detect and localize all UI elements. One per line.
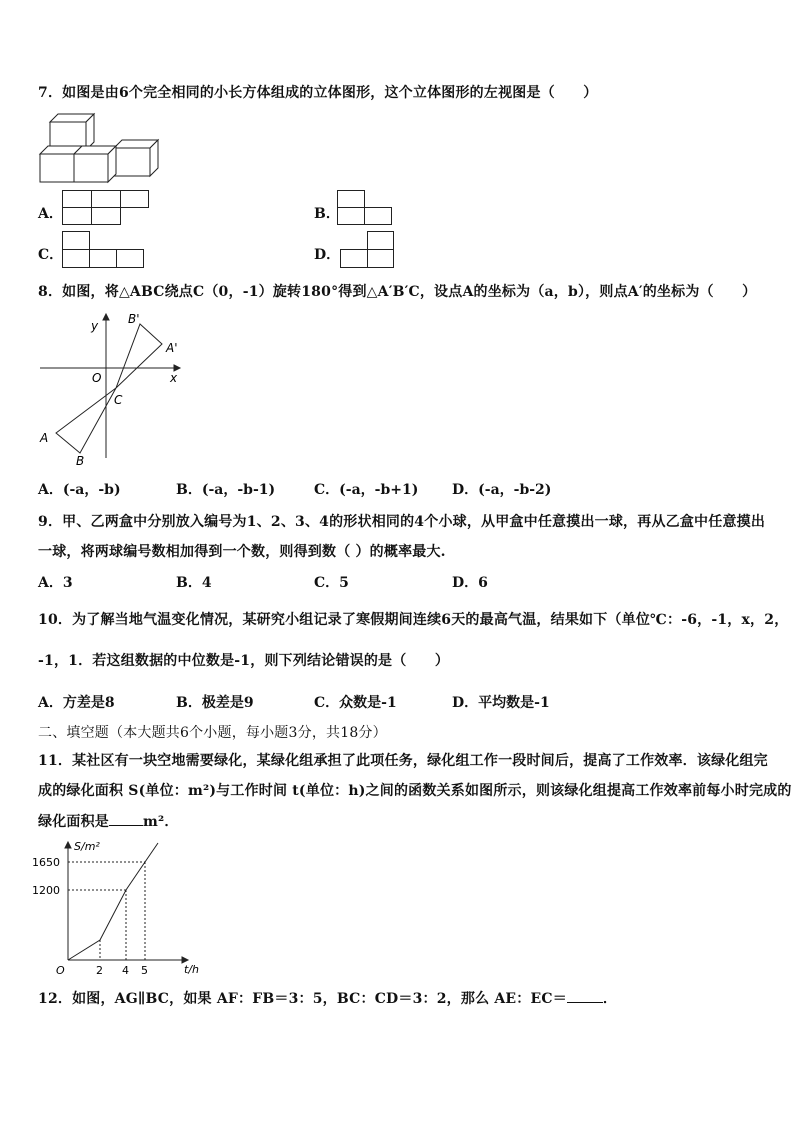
q8-label-a-prime: A' xyxy=(166,341,178,355)
q11-y-tick-1200: 1200 xyxy=(32,884,60,897)
q10-option-c[interactable]: C．众数是-1 xyxy=(314,695,397,711)
q7-option-a[interactable]: A． xyxy=(38,206,63,222)
q11-x-tick-4: 4 xyxy=(122,964,129,977)
q11-y-tick-1650: 1650 xyxy=(32,856,60,869)
q8-option-b[interactable]: B．(-a，-b-1) xyxy=(176,482,276,498)
q11-origin: O xyxy=(56,964,65,977)
q9-option-b[interactable]: B．4 xyxy=(176,575,212,591)
q7-option-a-figure xyxy=(62,190,152,226)
q8-label-y: y xyxy=(91,319,99,333)
q11-x-tick-5: 5 xyxy=(141,964,148,977)
q7-option-b-figure xyxy=(337,190,397,226)
q12-stem-post: ． xyxy=(602,991,618,1007)
q11-x-label: t/h xyxy=(184,963,199,976)
q12-stem xyxy=(38,988,617,1008)
q8-stem: 8．如图，将△ABC绕点C（0，-1）旋转180°得到△A′B′C，设点A的坐标为（a，b），则点A′的坐标为（ ） xyxy=(38,284,757,300)
q11-stem-line3-pre: 绿化面积是 xyxy=(38,814,109,830)
q10-stem-line1: 10．为了解当地气温变化情况，某研究小组记录了寒假期间连续6天的最高气温，结果如下（单位℃：-6，-1，x，2， xyxy=(38,612,789,628)
q9-stem-line1: 9．甲、乙两盒中分别放入编号为1、2、3、4的形状相同的4个小球，从甲盒中任意摸出一球，再从乙盒中任意摸出 xyxy=(38,514,766,530)
q8-label-b-prime: B' xyxy=(128,312,140,326)
q12-stem-pre: 12．如图，AG∥BC，如果 AF：FB＝3：5，BC：CD＝3：2，那么 AE：EC＝ xyxy=(38,991,567,1007)
q12-answer-blank[interactable] xyxy=(567,990,603,1003)
q11-stem-line2: 成的绿化面积 S(单位：m²)与工作时间 t(单位：h)之间的函数关系如图所示，则该绿化组提高工作效率前每小时完成的 xyxy=(38,783,792,799)
q8-label-x: x xyxy=(170,371,178,385)
q8-label-o: O xyxy=(92,371,102,385)
q7-option-c-figure xyxy=(62,231,152,269)
q7-option-d[interactable]: D． xyxy=(314,247,341,263)
q8-option-a[interactable]: A．(-a，-b) xyxy=(38,482,121,498)
q11-stem-line1: 11．某社区有一块空地需要绿化，某绿化组承担了此项任务，绿化组工作一段时间后，提高了工作效率．该绿化组完 xyxy=(38,753,768,769)
q9-option-a[interactable]: A．3 xyxy=(38,575,73,591)
q10-stem-line2: -1，1．若这组数据的中位数是-1，则下列结论错误的是（ ） xyxy=(38,653,450,669)
q11-y-label: S/m² xyxy=(74,840,100,853)
q8-rotation-figure xyxy=(36,308,196,468)
q11-graph xyxy=(30,838,210,978)
q11-stem-line3-post: m²． xyxy=(143,814,179,830)
q9-option-d[interactable]: D．6 xyxy=(452,575,488,591)
q8-option-c[interactable]: C．(-a，-b+1) xyxy=(314,482,419,498)
q8-label-b: B xyxy=(76,454,85,468)
q8-option-d[interactable]: D．(-a，-b-2) xyxy=(452,482,552,498)
section-2-heading: 二、填空题（本大题共6个小题，每小题3分，共18分） xyxy=(38,725,387,741)
q10-option-a[interactable]: A．方差是8 xyxy=(38,695,115,711)
q7-stem: 7．如图是由6个完全相同的小长方体组成的立体图形，这个立体图形的左视图是（ ） xyxy=(38,85,598,101)
q11-answer-blank[interactable] xyxy=(109,813,143,826)
q7-option-d-figure xyxy=(340,231,400,269)
q11-stem-line3 xyxy=(38,811,179,831)
q11-x-tick-2: 2 xyxy=(96,964,103,977)
q10-option-d[interactable]: D．平均数是-1 xyxy=(452,695,550,711)
q9-option-c[interactable]: C．5 xyxy=(314,575,349,591)
q8-label-a: A xyxy=(40,431,49,445)
q9-stem-line2: 一球，将两球编号数相加得到一个数，则得到数（ ）的概率最大. xyxy=(38,544,446,560)
q7-option-c[interactable]: C． xyxy=(38,247,64,263)
q10-option-b[interactable]: B．极差是9 xyxy=(176,695,254,711)
q7-solid-figure xyxy=(38,110,168,186)
q7-option-b[interactable]: B． xyxy=(314,206,340,222)
q8-label-c: C xyxy=(114,393,123,407)
